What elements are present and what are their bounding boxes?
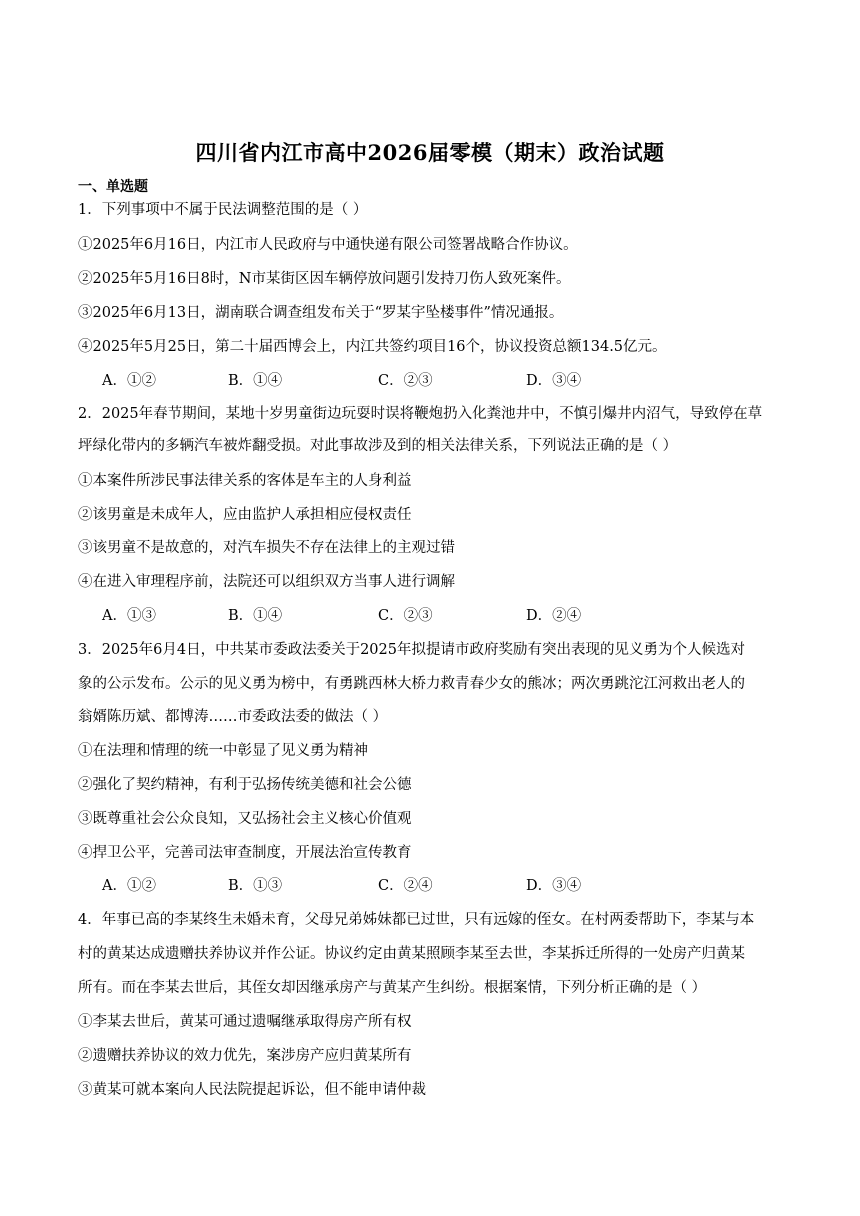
option-c: C．②④ <box>378 878 433 894</box>
question-2-stem-line-1: 2．2025年春节期间，某地十岁男童街边玩耍时误将鞭炮扔入化粪池井中，不慎引爆井内沼气，导致停在草 <box>78 406 763 422</box>
question-1-item-3: ③2025年6月13日，湖南联合调查组发布关于“罗某宇坠楼事件”情况通报。 <box>78 305 564 321</box>
question-2-stem-line-2: 坪绿化带内的多辆汽车被炸翻受损。对此事故涉及到的相关法律关系，下列说法正确的是（ ） <box>78 438 678 454</box>
question-4-item-3: ③黄某可就本案向人民法院提起诉讼，但不能申请仲裁 <box>78 1082 426 1098</box>
question-2-item-4: ④在进入审理程序前，法院还可以组织双方当事人进行调解 <box>78 574 455 590</box>
page-title: 四川省内江市高中2026届零模（期末）政治试题 <box>195 140 665 165</box>
question-1-item-2: ②2025年5月16日8时，N市某街区因车辆停放问题引发持刀伤人致死案件。 <box>78 271 571 287</box>
question-3-stem-line-2: 象的公示发布。公示的见义勇为榜中，有勇跳西林大桥力救青春少女的熊冰；两次勇跳沱江河救出老人的 <box>78 676 745 692</box>
question-3-stem-line-3: 翁婿陈历斌、都博涛……市委政法委的做法（ ） <box>78 709 388 725</box>
option-d: D．③④ <box>526 373 582 389</box>
option-b: B．①④ <box>228 373 283 389</box>
question-4-stem-line-1: 4．年事已高的李某终生未婚未育，父母兄弟姊妹都已过世，只有远嫁的侄女。在村两委帮助下，李某与本 <box>78 912 755 928</box>
question-2-item-2: ②该男童是未成年人，应由监护人承担相应侵权责任 <box>78 507 412 523</box>
question-4-stem-line-2: 村的黄某达成遗赠扶养协议并作公证。协议约定由黄某照顾李某至去世，李某拆迁所得的一处房产归黄某 <box>78 946 745 962</box>
question-3-item-1: ①在法理和情理的统一中彰显了见义勇为精神 <box>78 743 368 759</box>
option-a: A．①③ <box>102 608 156 624</box>
question-4-item-1: ①李某去世后，黄某可通过遗嘱继承取得房产所有权 <box>78 1014 412 1030</box>
question-3-item-2: ②强化了契约精神，有利于弘扬传统美德和社会公德 <box>78 777 412 793</box>
option-c: C．②③ <box>378 373 433 389</box>
option-d: D．③④ <box>526 878 582 894</box>
option-a: A．①② <box>102 878 156 894</box>
question-1-stem: 1．下列事项中不属于民法调整范围的是（ ） <box>78 202 368 218</box>
question-1-item-1: ①2025年6月16日，内江市人民政府与中通快递有限公司签署战略合作协议。 <box>78 237 578 253</box>
option-d: D．②④ <box>526 608 582 624</box>
option-a: A．①② <box>102 373 156 389</box>
option-b: B．①④ <box>228 608 283 624</box>
question-3-stem-line-1: 3．2025年6月4日，中共某市委政法委关于2025年拟提请市政府奖励有突出表现的见义勇为个人候选对 <box>78 642 745 658</box>
question-4-item-2: ②遗赠扶养协议的效力优先，案涉房产应归黄某所有 <box>78 1048 412 1064</box>
question-2-item-1: ①本案件所涉民事法律关系的客体是车主的人身利益 <box>78 473 412 489</box>
question-3-item-3: ③既尊重社会公众良知，又弘扬社会主义核心价值观 <box>78 811 412 827</box>
question-4-stem-line-3: 所有。而在李某去世后，其侄女却因继承房产与黄某产生纠纷。根据案情，下列分析正确的是（ ） <box>78 980 707 996</box>
question-1-item-4: ④2025年5月25日，第二十届西博会上，内江共签约项目16个，协议投资总额134.5亿元。 <box>78 339 667 355</box>
question-3-item-4: ④捍卫公平，完善司法审查制度，开展法治宣传教育 <box>78 845 412 861</box>
option-c: C．②③ <box>378 608 433 624</box>
option-b: B．①③ <box>228 878 283 894</box>
question-2-item-3: ③该男童不是故意的，对汽车损失不存在法律上的主观过错 <box>78 540 455 556</box>
section-heading: 一、单选题 <box>78 179 148 195</box>
